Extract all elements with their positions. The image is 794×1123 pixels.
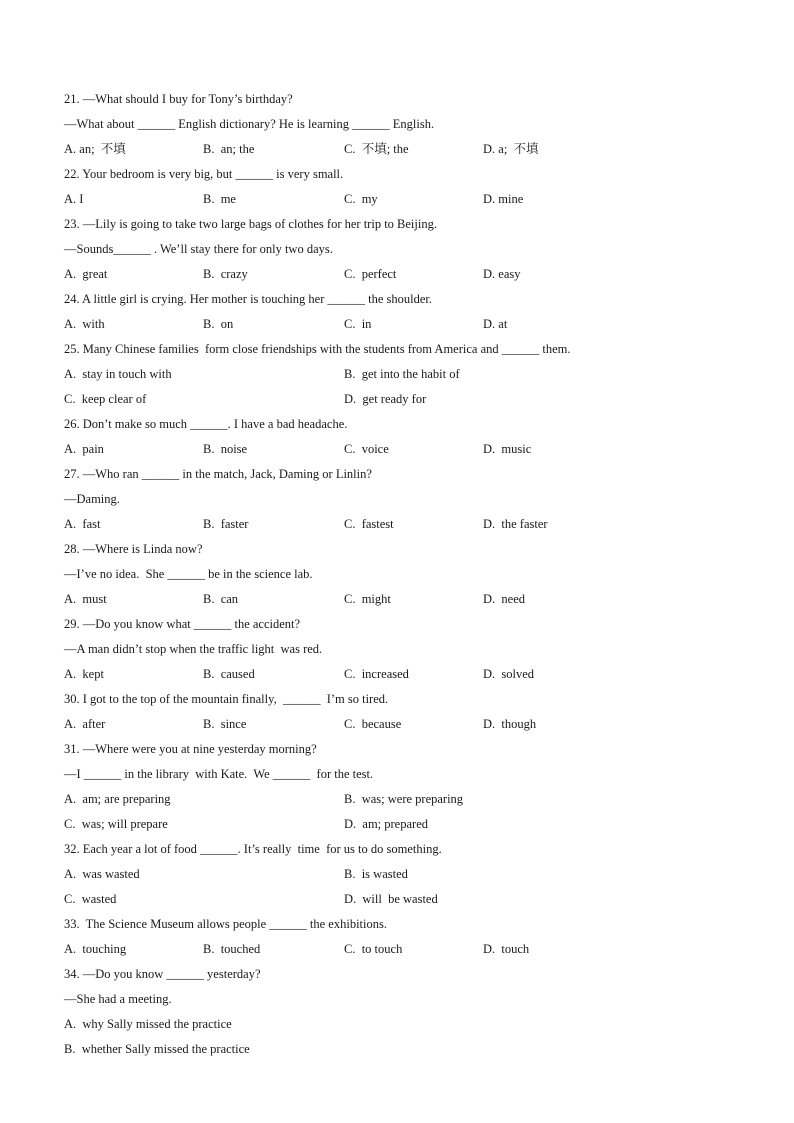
- question-dialog-line: —What about ______ English dictionary? He is learning ______ English.: [64, 117, 435, 131]
- option-b[interactable]: B. caused: [203, 667, 255, 681]
- option-c[interactable]: C. in: [344, 317, 372, 331]
- option-a[interactable]: A. pain: [64, 442, 104, 456]
- option-a[interactable]: A. with: [64, 317, 105, 331]
- question-stem: 27. —Who ran ______ in the match, Jack, Daming or Linlin?: [64, 467, 372, 481]
- option-a[interactable]: A. kept: [64, 667, 104, 681]
- option-c[interactable]: C. to touch: [344, 942, 403, 956]
- option-c[interactable]: C. increased: [344, 667, 409, 681]
- option-c[interactable]: C. fastest: [344, 517, 394, 531]
- question-dialog-line: —She had a meeting.: [64, 992, 172, 1006]
- option-a[interactable]: A. was wasted: [64, 867, 140, 881]
- option-b[interactable]: B. me: [203, 192, 236, 206]
- option-b[interactable]: B. whether Sally missed the practice: [64, 1042, 250, 1056]
- question-stem: 32. Each year a lot of food ______. It’s really time for us to do something.: [64, 842, 442, 856]
- question-stem: 21. —What should I buy for Tony’s birthday?: [64, 92, 293, 106]
- question-dialog-line: —Daming.: [64, 492, 120, 506]
- option-d[interactable]: D. solved: [483, 667, 535, 681]
- option-d[interactable]: D. a; 不填: [483, 142, 539, 156]
- option-d[interactable]: D. touch: [483, 942, 530, 956]
- option-b[interactable]: B. get into the habit of: [344, 367, 460, 381]
- question-stem: 30. I got to the top of the mountain finally, ______ I’m so tired.: [64, 692, 389, 706]
- option-d[interactable]: D. get ready for: [344, 392, 427, 406]
- option-a[interactable]: A. great: [64, 267, 108, 281]
- question-stem: 23. —Lily is going to take two large bags of clothes for her trip to Beijing.: [64, 217, 437, 231]
- option-d[interactable]: D. mine: [483, 192, 524, 206]
- option-d[interactable]: D. am; prepared: [344, 817, 428, 831]
- option-a[interactable]: A. fast: [64, 517, 101, 531]
- option-d[interactable]: D. easy: [483, 267, 521, 281]
- option-c[interactable]: C. my: [344, 192, 378, 206]
- option-d[interactable]: D. will be wasted: [344, 892, 438, 906]
- option-b[interactable]: B. since: [203, 717, 247, 731]
- question-dialog-line: —I’ve no idea. She ______ be in the science lab.: [64, 567, 313, 581]
- option-c[interactable]: C. wasted: [64, 892, 117, 906]
- option-b[interactable]: B. faster: [203, 517, 249, 531]
- question-stem: 29. —Do you know what ______ the accident?: [64, 617, 301, 631]
- question-stem: 28. —Where is Linda now?: [64, 542, 203, 556]
- question-stem: 24. A little girl is crying. Her mother is touching her ______ the shoulder.: [64, 292, 433, 306]
- option-c[interactable]: C. might: [344, 592, 391, 606]
- question-stem: 26. Don’t make so much ______. I have a bad headache.: [64, 417, 348, 431]
- question-stem: 25. Many Chinese families form close friendships with the students from America and ______ them.: [64, 342, 571, 356]
- option-a[interactable]: A. stay in touch with: [64, 367, 172, 381]
- question-stem: 34. —Do you know ______ yesterday?: [64, 967, 261, 981]
- option-d[interactable]: D. music: [483, 442, 532, 456]
- option-d[interactable]: D. though: [483, 717, 537, 731]
- option-b[interactable]: B. an; the: [203, 142, 255, 156]
- question-dialog-line: —Sounds______ . We’ll stay there for only two days.: [64, 242, 333, 256]
- question-dialog-line: —A man didn’t stop when the traffic light was red.: [64, 642, 323, 656]
- question-stem: 22. Your bedroom is very big, but ______ is very small.: [64, 167, 344, 181]
- option-c[interactable]: C. keep clear of: [64, 392, 147, 406]
- question-stem: 33. The Science Museum allows people ______ the exhibitions.: [64, 917, 387, 931]
- option-a[interactable]: A. after: [64, 717, 106, 731]
- option-b[interactable]: B. can: [203, 592, 239, 606]
- option-a[interactable]: A. am; are preparing: [64, 792, 171, 806]
- question-stem: 31. —Where were you at nine yesterday morning?: [64, 742, 317, 756]
- option-c[interactable]: C. 不填; the: [344, 142, 409, 156]
- option-a[interactable]: A. I: [64, 192, 84, 206]
- option-b[interactable]: B. is wasted: [344, 867, 408, 881]
- option-b[interactable]: B. on: [203, 317, 234, 331]
- option-d[interactable]: D. at: [483, 317, 508, 331]
- option-c[interactable]: C. was; will prepare: [64, 817, 168, 831]
- option-b[interactable]: B. was; were preparing: [344, 792, 464, 806]
- option-c[interactable]: C. voice: [344, 442, 389, 456]
- question-dialog-line: —I ______ in the library with Kate. We ______ for the test.: [64, 767, 374, 781]
- option-a[interactable]: A. touching: [64, 942, 127, 956]
- option-d[interactable]: D. the faster: [483, 517, 548, 531]
- option-a[interactable]: A. must: [64, 592, 107, 606]
- option-d[interactable]: D. need: [483, 592, 525, 606]
- option-c[interactable]: C. because: [344, 717, 402, 731]
- option-c[interactable]: C. perfect: [344, 267, 397, 281]
- option-b[interactable]: B. noise: [203, 442, 248, 456]
- option-b[interactable]: B. touched: [203, 942, 261, 956]
- option-a[interactable]: A. an; 不填: [64, 142, 126, 156]
- option-a[interactable]: A. why Sally missed the practice: [64, 1017, 232, 1031]
- option-b[interactable]: B. crazy: [203, 267, 248, 281]
